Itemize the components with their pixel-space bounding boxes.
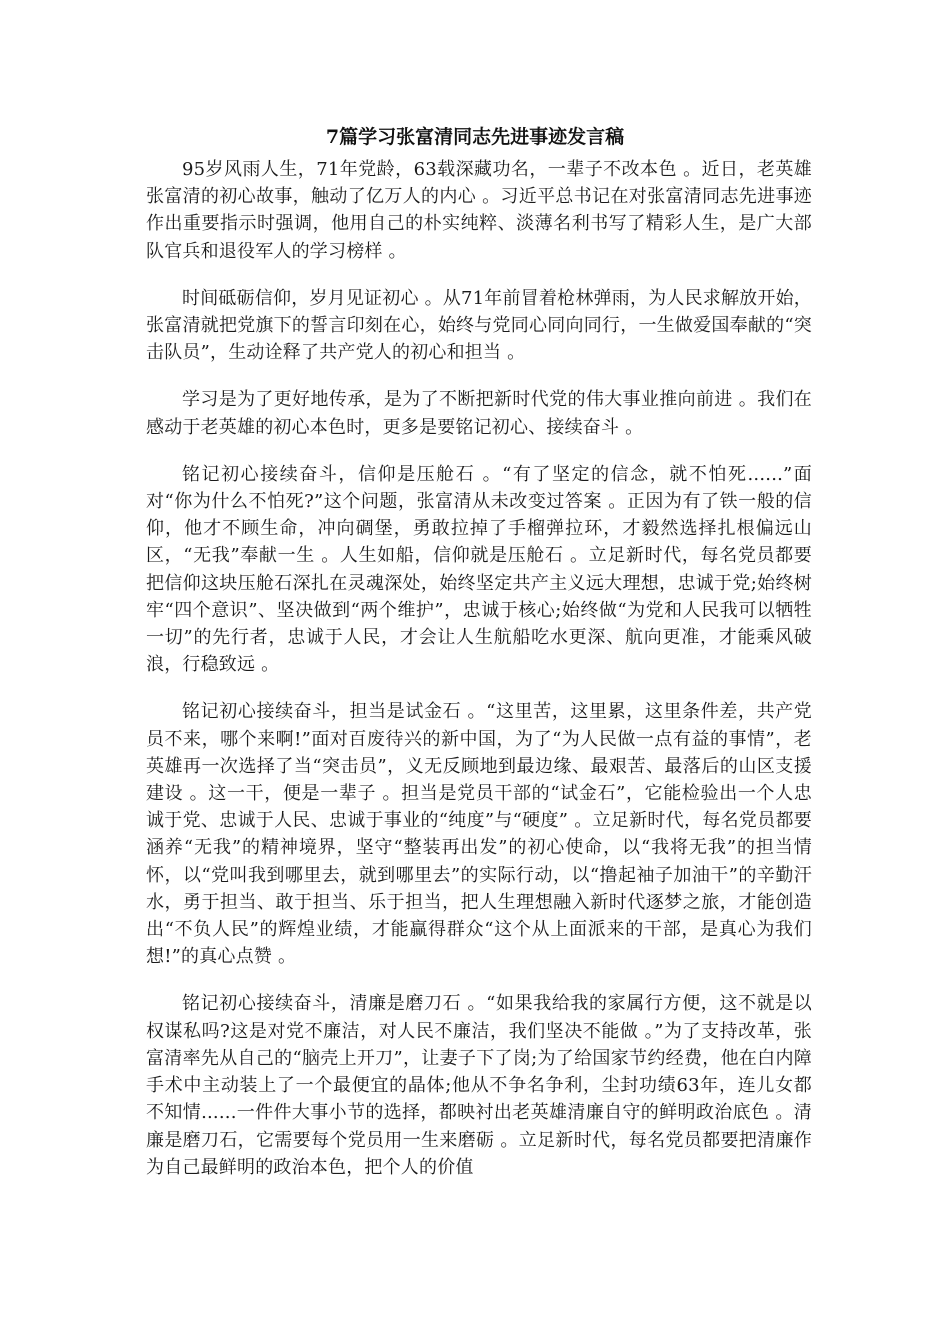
- document-body: [146, 156, 812, 1201]
- paragraph-3: 学习是为了更好地传承，是为了不断把新时代党的伟大事业推向前进 。我们在感动于老英雄的初心本色时，更多是要铭记初心、接续奋斗 。: [146, 389, 812, 438]
- paragraph-6: 铭记初心接续奋斗，清廉是磨刀石 。“如果我给我的家属行方便，这不就是以权谋私吗?这是对党不廉洁，对人民不廉洁，我们坚决不能做 。”为了支持改革，张富清率先从自己的“脑壳上开刀”，让妻子下了岗;为了给国家节约经费，他在白内障手术中主动装上了一个最便宜的晶体;他从不争名争利，尘封功绩63年，连儿女都不知情......一件件大事小节的选择，都映衬出老英雄清廉自守的鲜明政治底色 。清廉是磨刀石，它需要每个党员用一生来磨砺 。立足新时代，每名党员都要把清廉作为自己最鲜明的政治本色，把个人的价值: [146, 993, 812, 1178]
- paragraph-2: 时间砥砺信仰，岁月见证初心 。从71年前冒着枪林弹雨，为人民求解放开始，张富清就把党旗下的誓言印刻在心，始终与党同心同向同行，一生做爱国奉献的“突击队员”，生动诠释了共产党人的初心和担当 。: [146, 287, 812, 364]
- document-title: 7篇学习张富清同志先进事迹发言稿: [325, 126, 625, 148]
- paragraph-5: 铭记初心接续奋斗，担当是试金石 。“这里苦，这里累，这里条件差，共产党员不来，哪个来啊!”面对百废待兴的新中国，为了“为人民做一点有益的事情”，老英雄再一次选择了当“突击员”，义无反顾地到最边缘、最艰苦、最落后的山区支援建设 。这一干，便是一辈子 。担当是党员干部的“试金石”，它能检验出一个人忠诚于党、忠诚于人民、忠诚于事业的“纯度”与“硬度” 。立足新时代，每名党员都要涵养“无我”的精神境界，坚守“整装再出发”的初心使命，以“我将无我”的担当情怀，以“党叫我到哪里去，就到哪里去”的实际行动，以“撸起袖子加油干”的辛勤汗水，勇于担当、敢于担当、乐于担当，把人生理想融入新时代逐梦之旅，才能创造出“不负人民”的辉煌业绩，才能赢得群众“这个从上面派来的干部，是真心为我们想!”的真心点赞 。: [146, 701, 812, 968]
- paragraph-1: 95岁风雨人生，71年党龄，63载深藏功名，一辈子不改本色 。近日，老英雄张富清的初心故事，触动了亿万人的内心 。习近平总书记在对张富清同志先进事迹作出重要指示时强调，他用自己的朴实纯粹、淡薄名利书写了精彩人生，是广大部队官兵和退役军人的学习榜样 。: [146, 159, 812, 262]
- paragraph-4: 铭记初心接续奋斗，信仰是压舱石 。“有了坚定的信念，就不怕死......”面对“你为什么不怕死?”这个问题，张富清从未改变过答案 。正因为有了铁一般的信仰，他才不顾生命，冲向碉堡，勇敢拉掉了手榴弹拉环，才毅然选择扎根偏远山区，“无我”奉献一生 。人生如船，信仰就是压舱石 。立足新时代，每名党员都要把信仰这块压舱石深扎在灵魂深处，始终坚定共产主义远大理想，忠诚于党;始终树牢“四个意识”、坚决做到“两个维护”，忠诚于核心;始终做“为党和人民我可以牺牲一切”的先行者，忠诚于人民，才会让人生航船吃水更深、航向更准，才能乘风破浪，行稳致远 。: [146, 463, 812, 676]
